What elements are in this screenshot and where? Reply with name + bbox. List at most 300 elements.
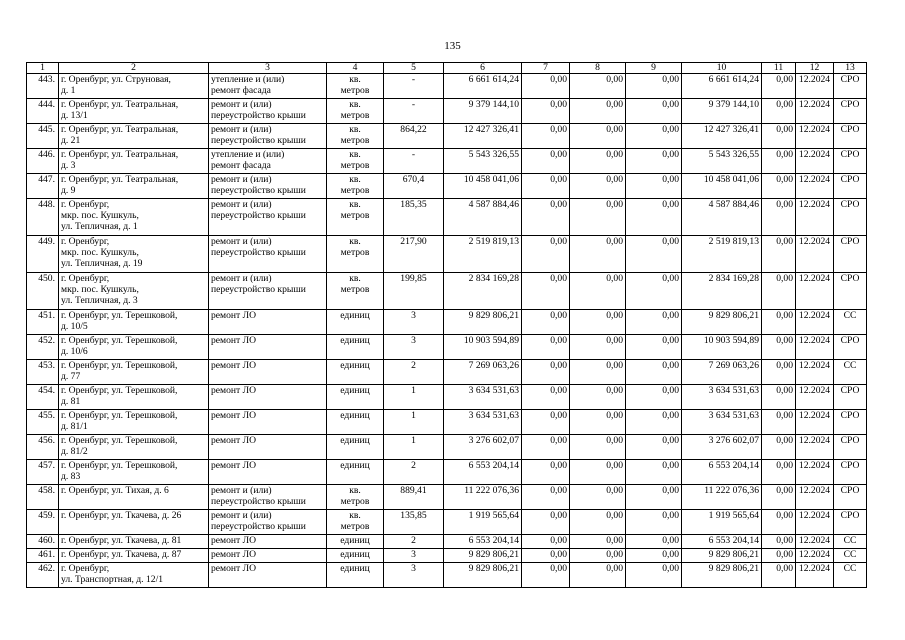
- value-cell: 0,00: [626, 360, 682, 385]
- table-row: [27, 435, 867, 460]
- total-cell: 2 519 819,13: [682, 236, 762, 273]
- value-cell: 0,00: [626, 535, 682, 549]
- table-row: [27, 273, 867, 310]
- work-type-cell-line: ремонт ЛО: [211, 410, 257, 421]
- address-cell-line: г. Оренбург, ул. Ткачева, д. 81: [61, 535, 182, 546]
- value-cell: 0,00: [522, 199, 570, 236]
- address-cell-line: г. Оренбург, ул. Терешковой,: [61, 360, 178, 371]
- address-cell-line: г. Оренбург, ул. Театральная,: [61, 99, 179, 110]
- value-cell: 0,00: [762, 335, 796, 360]
- value-cell: 0,00: [522, 236, 570, 273]
- table-row: [27, 199, 867, 236]
- unit-cell: [327, 385, 384, 410]
- address-cell-line: ул. Тепличная, д. 3: [61, 295, 138, 306]
- work-type-cell-line: ремонт и (или): [211, 124, 272, 135]
- work-type-cell-line: утепление и (или): [211, 74, 285, 85]
- unit-cell: [327, 563, 384, 588]
- row-number-cell: 446.: [27, 149, 59, 174]
- work-type-cell-line: переустройство крыши: [211, 110, 306, 121]
- work-type-cell-line: переустройство крыши: [211, 521, 306, 532]
- row-number-cell: 445.: [27, 124, 59, 149]
- address-cell-line: мкр. пос. Кушкуль,: [61, 210, 139, 221]
- date-cell: 12.2024: [796, 410, 834, 435]
- work-type-cell-line: ремонт и (или): [211, 199, 272, 210]
- unit-cell: [327, 410, 384, 435]
- value-cell: 0,00: [626, 385, 682, 410]
- value-cell: 0,00: [570, 410, 626, 435]
- address-cell-line: д. 81/1: [61, 421, 88, 432]
- value-cell: 0,00: [626, 99, 682, 124]
- value-cell: 0,00: [626, 174, 682, 199]
- type-cell: СРО: [834, 273, 867, 310]
- cost-cell: 7 269 063,26: [444, 360, 522, 385]
- work-type-cell-line: переустройство крыши: [211, 284, 306, 295]
- unit-cell-line: кв.: [349, 510, 361, 521]
- address-cell: [59, 99, 209, 124]
- date-cell: 12.2024: [796, 273, 834, 310]
- total-cell: 3 634 531,63: [682, 385, 762, 410]
- page-number: 135: [444, 40, 461, 52]
- total-cell: 6 661 614,24: [682, 74, 762, 99]
- quantity-cell: 1: [384, 410, 444, 435]
- table-row: [27, 149, 867, 174]
- work-type-cell: [209, 335, 327, 360]
- type-cell: СРО: [834, 149, 867, 174]
- total-cell: 9 379 144,10: [682, 99, 762, 124]
- unit-cell-line: метров: [340, 110, 370, 121]
- address-cell: [59, 124, 209, 149]
- value-cell: 0,00: [626, 149, 682, 174]
- value-cell: 0,00: [626, 310, 682, 335]
- date-cell: 12.2024: [796, 310, 834, 335]
- work-type-cell: [209, 74, 327, 99]
- address-cell-line: д. 10/6: [61, 346, 88, 357]
- cost-cell: 9 829 806,21: [444, 563, 522, 588]
- col-header: 3: [209, 63, 327, 74]
- work-type-cell: [209, 99, 327, 124]
- col-header: 10: [682, 63, 762, 74]
- unit-cell-line: метров: [340, 496, 370, 507]
- type-cell: СРО: [834, 74, 867, 99]
- table-row: [27, 485, 867, 510]
- address-cell-line: ул. Тепличная, д. 1: [61, 221, 138, 232]
- address-cell: [59, 385, 209, 410]
- address-cell-line: д. 81: [61, 396, 81, 407]
- row-number-cell: 455.: [27, 410, 59, 435]
- value-cell: 0,00: [626, 335, 682, 360]
- unit-cell-line: метров: [340, 135, 370, 146]
- unit-cell: [327, 310, 384, 335]
- value-cell: 0,00: [626, 485, 682, 510]
- col-header: 9: [626, 63, 682, 74]
- unit-cell-line: метров: [340, 284, 370, 295]
- address-cell-line: д. 21: [61, 135, 81, 146]
- address-cell: [59, 563, 209, 588]
- cost-cell: 6 661 614,24: [444, 74, 522, 99]
- row-number-cell: 448.: [27, 199, 59, 236]
- value-cell: 0,00: [762, 149, 796, 174]
- value-cell: 0,00: [570, 360, 626, 385]
- work-type-cell-line: переустройство крыши: [211, 496, 306, 507]
- work-type-cell-line: переустройство крыши: [211, 185, 306, 196]
- total-cell: 10 458 041,06: [682, 174, 762, 199]
- quantity-cell: 3: [384, 310, 444, 335]
- col-header: 7: [522, 63, 570, 74]
- work-type-cell: [209, 460, 327, 485]
- value-cell: 0,00: [570, 74, 626, 99]
- unit-cell-line: кв.: [349, 485, 361, 496]
- value-cell: 0,00: [762, 236, 796, 273]
- date-cell: 12.2024: [796, 435, 834, 460]
- type-cell: СС: [834, 310, 867, 335]
- address-cell-line: д. 81/2: [61, 446, 88, 457]
- cost-cell: 2 519 819,13: [444, 236, 522, 273]
- value-cell: 0,00: [626, 199, 682, 236]
- table-row: [27, 360, 867, 385]
- address-cell-line: д. 13/1: [61, 110, 88, 121]
- cost-cell: 12 427 326,41: [444, 124, 522, 149]
- quantity-cell: -: [384, 149, 444, 174]
- cost-cell: 10 903 594,89: [444, 335, 522, 360]
- unit-cell-line: единиц: [340, 385, 370, 396]
- value-cell: 0,00: [522, 310, 570, 335]
- work-type-cell: [209, 435, 327, 460]
- type-cell: СРО: [834, 174, 867, 199]
- date-cell: 12.2024: [796, 149, 834, 174]
- value-cell: 0,00: [570, 174, 626, 199]
- work-type-cell: [209, 563, 327, 588]
- work-type-cell-line: переустройство крыши: [211, 247, 306, 258]
- unit-cell-line: метров: [340, 521, 370, 532]
- quantity-cell: 199,85: [384, 273, 444, 310]
- address-cell: [59, 510, 209, 535]
- table-row: [27, 563, 867, 588]
- unit-cell: [327, 174, 384, 199]
- table-row: [27, 335, 867, 360]
- type-cell: СРО: [834, 410, 867, 435]
- quantity-cell: 3: [384, 335, 444, 360]
- work-type-cell-line: переустройство крыши: [211, 135, 306, 146]
- value-cell: 0,00: [626, 510, 682, 535]
- row-number-cell: 454.: [27, 385, 59, 410]
- col-header: 1: [27, 63, 59, 74]
- date-cell: 12.2024: [796, 124, 834, 149]
- work-type-cell: [209, 124, 327, 149]
- address-cell-line: г. Оренбург,: [61, 236, 110, 247]
- unit-cell: [327, 435, 384, 460]
- value-cell: 0,00: [570, 199, 626, 236]
- date-cell: 12.2024: [796, 563, 834, 588]
- unit-cell-line: единиц: [340, 435, 370, 446]
- value-cell: 0,00: [522, 510, 570, 535]
- unit-cell-line: кв.: [349, 99, 361, 110]
- unit-cell: [327, 460, 384, 485]
- col-header: 13: [834, 63, 867, 74]
- address-cell: [59, 310, 209, 335]
- value-cell: 0,00: [570, 549, 626, 563]
- type-cell: СРО: [834, 485, 867, 510]
- date-cell: 12.2024: [796, 549, 834, 563]
- quantity-cell: 670,4: [384, 174, 444, 199]
- type-cell: СС: [834, 563, 867, 588]
- col-header: 4: [327, 63, 384, 74]
- type-cell: СС: [834, 549, 867, 563]
- quantity-cell: 185,35: [384, 199, 444, 236]
- value-cell: 0,00: [570, 310, 626, 335]
- value-cell: 0,00: [762, 199, 796, 236]
- work-type-cell: [209, 385, 327, 410]
- work-type-cell-line: ремонт и (или): [211, 485, 272, 496]
- value-cell: 0,00: [522, 149, 570, 174]
- row-number-cell: 444.: [27, 99, 59, 124]
- total-cell: 6 553 204,14: [682, 535, 762, 549]
- table-row: [27, 174, 867, 199]
- cost-cell: 2 834 169,28: [444, 273, 522, 310]
- unit-cell-line: метров: [340, 160, 370, 171]
- date-cell: 12.2024: [796, 174, 834, 199]
- value-cell: 0,00: [570, 149, 626, 174]
- address-cell-line: мкр. пос. Кушкуль,: [61, 247, 139, 258]
- type-cell: СРО: [834, 335, 867, 360]
- work-type-cell-line: ремонт ЛО: [211, 535, 257, 546]
- value-cell: 0,00: [522, 273, 570, 310]
- address-cell-line: г. Оренбург, ул. Струновая,: [61, 74, 171, 85]
- unit-cell-line: кв.: [349, 174, 361, 185]
- total-cell: 7 269 063,26: [682, 360, 762, 385]
- col-header: 11: [762, 63, 796, 74]
- work-type-cell-line: ремонт фасада: [211, 85, 271, 96]
- value-cell: 0,00: [762, 385, 796, 410]
- value-cell: 0,00: [522, 485, 570, 510]
- work-type-cell-line: утепление и (или): [211, 149, 285, 160]
- address-cell: [59, 174, 209, 199]
- type-cell: СРО: [834, 460, 867, 485]
- quantity-cell: 889,41: [384, 485, 444, 510]
- row-number-cell: 451.: [27, 310, 59, 335]
- row-number-cell: 449.: [27, 236, 59, 273]
- value-cell: 0,00: [570, 236, 626, 273]
- address-cell: [59, 149, 209, 174]
- type-cell: СС: [834, 360, 867, 385]
- date-cell: 12.2024: [796, 335, 834, 360]
- unit-cell-line: кв.: [349, 149, 361, 160]
- value-cell: 0,00: [762, 310, 796, 335]
- row-number-cell: 458.: [27, 485, 59, 510]
- date-cell: 12.2024: [796, 460, 834, 485]
- type-cell: СРО: [834, 510, 867, 535]
- unit-cell-line: кв.: [349, 124, 361, 135]
- unit-cell: [327, 510, 384, 535]
- date-cell: 12.2024: [796, 74, 834, 99]
- address-cell-line: д. 10/5: [61, 321, 88, 332]
- work-type-cell: [209, 360, 327, 385]
- table-row: [27, 236, 867, 273]
- address-cell-line: г. Оренбург, ул. Терешковой,: [61, 310, 178, 321]
- unit-cell: [327, 485, 384, 510]
- address-cell: [59, 485, 209, 510]
- value-cell: 0,00: [762, 563, 796, 588]
- work-type-cell-line: ремонт ЛО: [211, 563, 257, 574]
- quantity-cell: 135,85: [384, 510, 444, 535]
- value-cell: 0,00: [570, 535, 626, 549]
- date-cell: 12.2024: [796, 485, 834, 510]
- work-type-cell-line: ремонт ЛО: [211, 549, 257, 560]
- row-number-cell: 450.: [27, 273, 59, 310]
- value-cell: 0,00: [570, 273, 626, 310]
- value-cell: 0,00: [570, 510, 626, 535]
- unit-cell: [327, 335, 384, 360]
- value-cell: 0,00: [522, 174, 570, 199]
- value-cell: 0,00: [522, 74, 570, 99]
- type-cell: СРО: [834, 435, 867, 460]
- work-type-cell: [209, 485, 327, 510]
- work-type-cell: [209, 510, 327, 535]
- unit-cell-line: кв.: [349, 199, 361, 210]
- unit-cell-line: метров: [340, 247, 370, 258]
- date-cell: 12.2024: [796, 99, 834, 124]
- quantity-cell: -: [384, 99, 444, 124]
- work-type-cell-line: ремонт ЛО: [211, 310, 257, 321]
- value-cell: 0,00: [626, 74, 682, 99]
- value-cell: 0,00: [522, 563, 570, 588]
- quantity-cell: 2: [384, 360, 444, 385]
- table-row: [27, 410, 867, 435]
- table-row: [27, 535, 867, 549]
- type-cell: СРО: [834, 199, 867, 236]
- table-body: [27, 74, 867, 588]
- table-row: [27, 549, 867, 563]
- address-cell-line: г. Оренбург, ул. Тихая, д. 6: [61, 485, 169, 496]
- work-type-cell-line: ремонт и (или): [211, 99, 272, 110]
- quantity-cell: 2: [384, 460, 444, 485]
- address-cell: [59, 335, 209, 360]
- work-type-cell: [209, 174, 327, 199]
- cost-cell: 3 634 531,63: [444, 385, 522, 410]
- value-cell: 0,00: [522, 535, 570, 549]
- unit-cell-line: метров: [340, 85, 370, 96]
- quantity-cell: 3: [384, 563, 444, 588]
- value-cell: 0,00: [762, 549, 796, 563]
- cost-cell: 3 634 531,63: [444, 410, 522, 435]
- value-cell: 0,00: [626, 236, 682, 273]
- address-cell-line: г. Оренбург, ул. Театральная,: [61, 149, 179, 160]
- address-cell: [59, 535, 209, 549]
- work-type-cell-line: ремонт и (или): [211, 273, 272, 284]
- unit-cell: [327, 124, 384, 149]
- address-cell-line: г. Оренбург,: [61, 563, 110, 574]
- value-cell: 0,00: [522, 549, 570, 563]
- address-cell-line: д. 83: [61, 471, 81, 482]
- value-cell: 0,00: [762, 510, 796, 535]
- unit-cell-line: единиц: [340, 563, 370, 574]
- row-number-cell: 461.: [27, 549, 59, 563]
- unit-cell: [327, 199, 384, 236]
- total-cell: 3 276 602,07: [682, 435, 762, 460]
- unit-cell: [327, 236, 384, 273]
- header-row: [27, 63, 867, 74]
- address-cell: [59, 549, 209, 563]
- row-number-cell: 456.: [27, 435, 59, 460]
- date-cell: 12.2024: [796, 236, 834, 273]
- value-cell: 0,00: [570, 99, 626, 124]
- value-cell: 0,00: [522, 410, 570, 435]
- cost-cell: 9 829 806,21: [444, 549, 522, 563]
- total-cell: 9 829 806,21: [682, 549, 762, 563]
- row-number-cell: 443.: [27, 74, 59, 99]
- total-cell: 12 427 326,41: [682, 124, 762, 149]
- row-number-cell: 452.: [27, 335, 59, 360]
- date-cell: 12.2024: [796, 199, 834, 236]
- address-cell-line: д. 77: [61, 371, 81, 382]
- table-row: [27, 99, 867, 124]
- value-cell: 0,00: [626, 563, 682, 588]
- total-cell: 4 587 884,46: [682, 199, 762, 236]
- value-cell: 0,00: [626, 410, 682, 435]
- table-row: [27, 124, 867, 149]
- address-cell-line: мкр. пос. Кушкуль,: [61, 284, 139, 295]
- value-cell: 0,00: [570, 335, 626, 360]
- cost-cell: 6 553 204,14: [444, 535, 522, 549]
- work-type-cell-line: ремонт и (или): [211, 174, 272, 185]
- unit-cell-line: единиц: [340, 535, 370, 546]
- quantity-cell: 217,90: [384, 236, 444, 273]
- cost-cell: 10 458 041,06: [444, 174, 522, 199]
- unit-cell: [327, 535, 384, 549]
- col-header: 2: [59, 63, 209, 74]
- address-cell: [59, 410, 209, 435]
- quantity-cell: 1: [384, 385, 444, 410]
- work-type-cell-line: переустройство крыши: [211, 210, 306, 221]
- cost-cell: 1 919 565,64: [444, 510, 522, 535]
- address-cell-line: г. Оренбург, ул. Ткачева, д. 26: [61, 510, 182, 521]
- table-row: [27, 510, 867, 535]
- value-cell: 0,00: [762, 74, 796, 99]
- quantity-cell: 864,22: [384, 124, 444, 149]
- type-cell: СРО: [834, 124, 867, 149]
- value-cell: 0,00: [626, 124, 682, 149]
- unit-cell-line: единиц: [340, 360, 370, 371]
- type-cell: СС: [834, 535, 867, 549]
- cost-cell: 6 553 204,14: [444, 460, 522, 485]
- address-cell-line: г. Оренбург, ул. Терешковой,: [61, 460, 178, 471]
- address-cell-line: д. 3: [61, 160, 76, 171]
- date-cell: 12.2024: [796, 385, 834, 410]
- value-cell: 0,00: [522, 99, 570, 124]
- row-number-cell: 462.: [27, 563, 59, 588]
- address-cell-line: г. Оренбург, ул. Терешковой,: [61, 335, 178, 346]
- value-cell: 0,00: [522, 460, 570, 485]
- work-type-cell-line: ремонт ЛО: [211, 335, 257, 346]
- unit-cell: [327, 149, 384, 174]
- address-cell-line: ул. Транспортная, д. 12/1: [61, 574, 164, 585]
- work-type-cell-line: ремонт ЛО: [211, 460, 257, 471]
- work-type-cell-line: ремонт фасада: [211, 160, 271, 171]
- total-cell: 11 222 076,36: [682, 485, 762, 510]
- address-cell-line: г. Оренбург, ул. Терешковой,: [61, 410, 178, 421]
- col-header: 12: [796, 63, 834, 74]
- unit-cell-line: единиц: [340, 410, 370, 421]
- address-cell: [59, 435, 209, 460]
- work-type-cell: [209, 199, 327, 236]
- work-type-cell: [209, 549, 327, 563]
- col-header: 6: [444, 63, 522, 74]
- address-cell-line: г. Оренбург, ул. Ткачева, д. 87: [61, 549, 182, 560]
- value-cell: 0,00: [522, 360, 570, 385]
- table-row: [27, 460, 867, 485]
- work-type-cell-line: ремонт и (или): [211, 510, 272, 521]
- value-cell: 0,00: [570, 460, 626, 485]
- work-type-cell: [209, 310, 327, 335]
